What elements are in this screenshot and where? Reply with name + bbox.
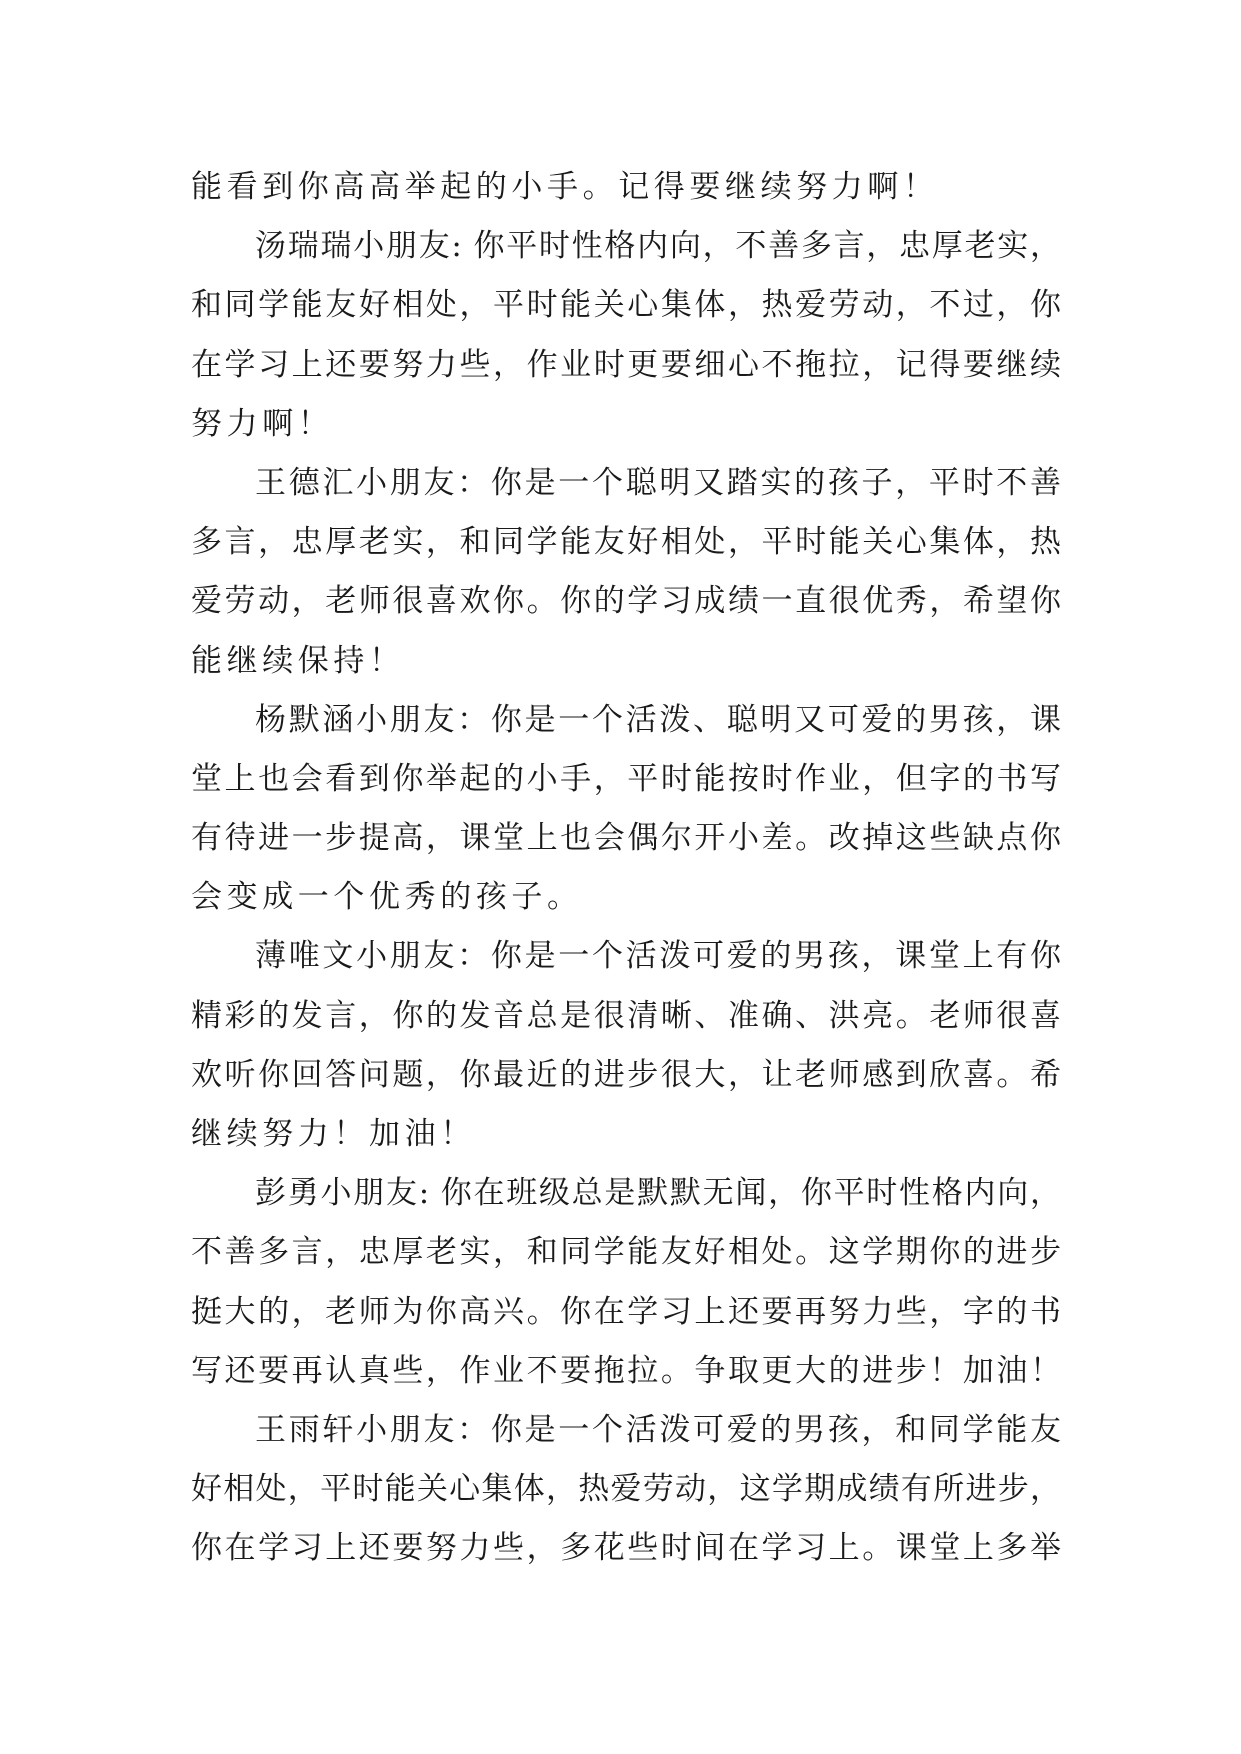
paragraph-first-line: 杨默涵小朋友：你是一个活泼、聪明又可爱的男孩，课 — [255, 701, 1061, 738]
document-body — [191, 158, 1061, 1579]
paragraph-line: 在学习上还要努力些，作业时更要细心不拖拉，记得要继续 — [191, 346, 1061, 383]
paragraph-line: 能继续保持！ — [191, 642, 405, 679]
paragraph-line: 有待进一步提高，课堂上也会偶尔开小差。改掉这些缺点你 — [191, 820, 1061, 857]
paragraph-line: 挺大的，老师为你高兴。你在学习上还要再努力些，字的书 — [191, 1293, 1061, 1330]
paragraph-first-line: 彭勇小朋友: 你在班级总是默默无闻，你平时性格内向， — [255, 1175, 1061, 1212]
paragraph-line: 好相处，平时能关心集体，热爱劳动，这学期成绩有所进步， — [191, 1471, 1061, 1508]
paragraph-line: 不善多言，忠厚老实，和同学能友好相处。这学期你的进步 — [191, 1234, 1061, 1271]
paragraph-first-line: 汤瑞瑞小朋友: 你平时性格内向，不善多言，忠厚老实， — [255, 228, 1061, 265]
paragraph-line: 多言，忠厚老实，和同学能友好相处，平时能关心集体，热 — [191, 524, 1061, 561]
paragraph-first-line: 王德汇小朋友：你是一个聪明又踏实的孩子，平时不善 — [255, 464, 1061, 501]
paragraph-line: 会变成一个优秀的孩子。 — [191, 879, 583, 916]
paragraph-line: 堂上也会看到你举起的小手，平时能按时作业，但字的书写 — [191, 760, 1061, 797]
paragraph-line: 欢听你回答问题，你最近的进步很大，让老师感到欣喜。希 — [191, 1056, 1061, 1093]
paragraph-line: 精彩的发言，你的发音总是很清晰、准确、洪亮。老师很喜 — [191, 997, 1061, 1034]
paragraph-line: 你在学习上还要努力些，多花些时间在学习上。课堂上多举 — [191, 1530, 1061, 1567]
paragraph-line: 和同学能友好相处，平时能关心集体，热爱劳动，不过，你 — [191, 287, 1061, 324]
paragraph-line: 能看到你高高举起的小手。记得要继续努力啊！ — [191, 169, 939, 205]
paragraph-first-line: 王雨轩小朋友：你是一个活泼可爱的男孩，和同学能友 — [255, 1411, 1061, 1448]
paragraph-first-line: 薄唯文小朋友：你是一个活泼可爱的男孩，课堂上有你 — [255, 938, 1061, 975]
paragraph-line: 爱劳动，老师很喜欢你。你的学习成绩一直很优秀，希望你 — [191, 583, 1061, 620]
paragraph-line: 写还要再认真些，作业不要拖拉。争取更大的进步！加油！ — [191, 1352, 1061, 1389]
paragraph-line: 继续努力！加油！ — [191, 1116, 476, 1152]
paragraph-line: 努力啊！ — [191, 405, 334, 442]
